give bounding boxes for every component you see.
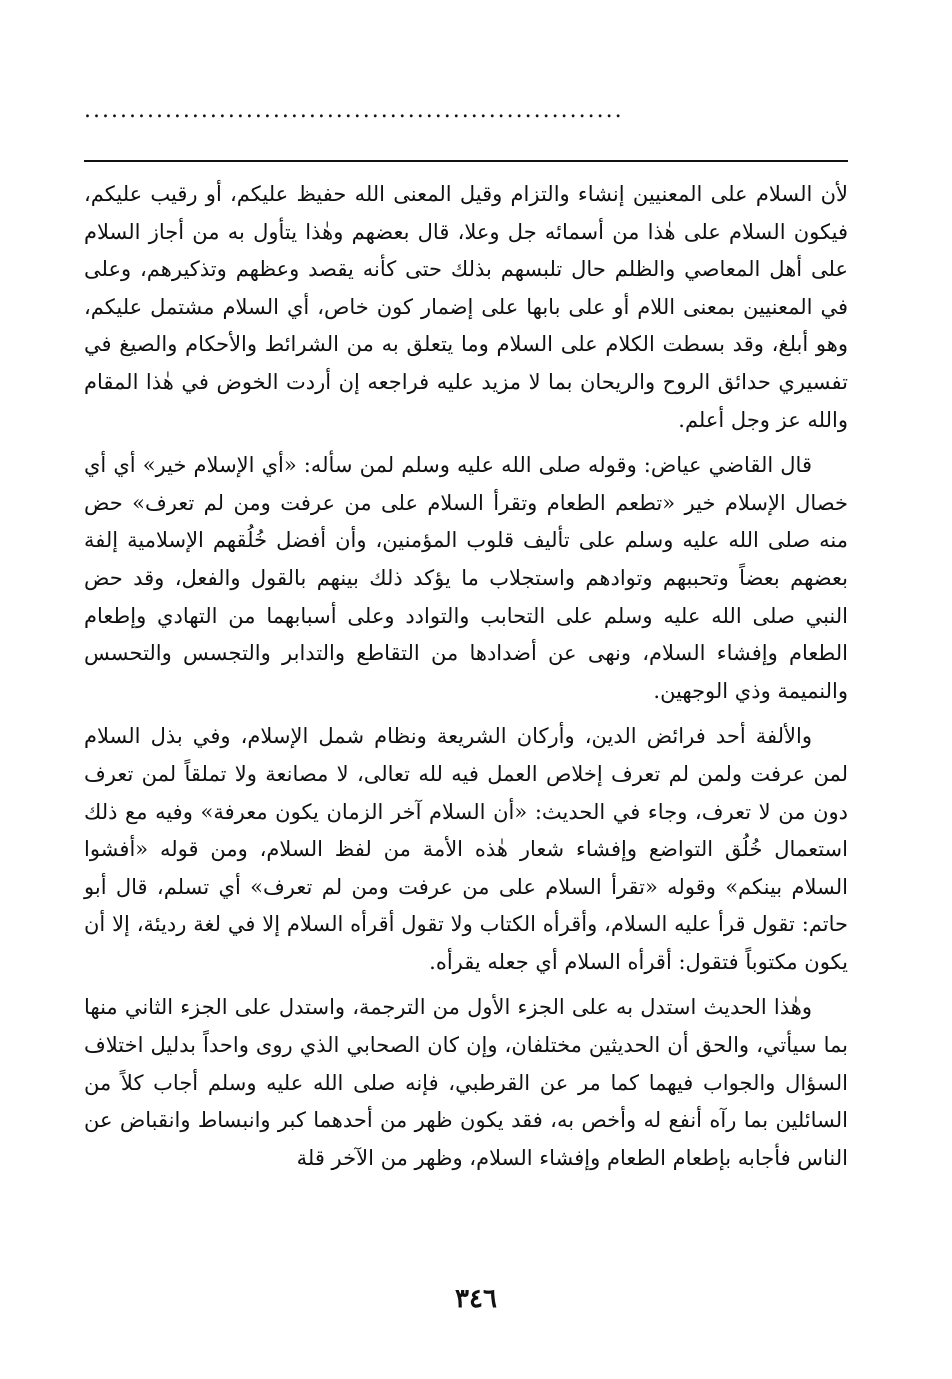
- paragraph-4: وهٰذا الحديث استدل به على الجزء الأول من الترجمة، واستدل على الجزء الثاني منها بما سيأتي، والحق أن الحديثين مختلفان، وإن كان الصحابي الذي روى واحداً بدليل اختلاف السؤال والجواب فيهما كما مر عن القرطبي، فإنه صلى الله عليه وسلم أجاب كلاً من السائلين بما رآه أنفع له وأخص به، فقد يكون ظهر من أحدهما كبر وانبساط وانقباض عن الناس فأجابه بإطعام الطعام وإفشاء السلام، وظهر من الآخر قلة: [84, 995, 848, 1170]
- running-header-dots: ............................................................: [84, 98, 624, 123]
- paragraph-2: قال القاضي عياض: وقوله صلى الله عليه وسلم لمن سأله: «أي الإسلام خير» أي أي خصال الإسلام خير «تطعم الطعام وتقرأ السلام على من عرفت ومن لم تعرف» حض منه صلى الله عليه وسلم على تأليف قلوب المؤمنين، وأن أفضل خُلُقهم الإسلامية إلفة بعضهم بعضاً وتحببهم وتوادهم واستجلاب ما يؤكد ذلك بينهم بالقول والفعل، وقد حض النبي صلى الله عليه وسلم على التحابب والتوادد وعلى أسبابهما من التهادي وإطعام الطعام وإفشاء السلام، ونهى عن أضدادها من التقاطع والتدابر والتجسس والتحسس والنميمة وذي الوجهين.: [84, 453, 848, 703]
- page-number: ٣٤٦: [455, 1284, 497, 1314]
- header-rule: [84, 160, 848, 162]
- paragraph-1: لأن السلام على المعنيين إنشاء والتزام وقيل المعنى الله حفيظ عليكم، أو رقيب عليكم، فيكون السلام على هٰذا من أسمائه جل وعلا، قال بعضهم وهٰذا يتأول به من أجاز السلام على أهل المعاصي والظلم حال تلبسهم بذلك حتى كأنه يقصد وعظهم وتذكيرهم، وعلى في المعنيين بمعنى اللام أو على بابها على إضمار كون خاص، أي السلام مشتمل عليكم، وهو أبلغ، وقد بسطت الكلام على السلام وما يتعلق به من الشرائط والأحكام والصيغ في تفسيري حدائق الروح والريحان بما لا مزيد عليه فراجعه إن أردت الخوض في هٰذا المقام والله عز وجل أعلم.: [84, 182, 848, 432]
- paragraph-3: والألفة أحد فرائض الدين، وأركان الشريعة ونظام شمل الإسلام، وفي بذل السلام لمن عرفت ولمن لم تعرف إخلاص العمل فيه لله تعالى، لا مصانعة ولا تملقاً لمن تعرف دون من لا تعرف، وجاء في الحديث: «أن السلام آخر الزمان يكون معرفة» وفيه مع ذلك استعمال خُلُق التواضع وإفشاء شعار هٰذه الأمة من لفظ السلام، ومن قوله «أفشوا السلام بينكم» وقوله «تقرأ السلام على من عرفت ومن لم تعرف» أي تسلم، قال أبو حاتم: تقول قرأ عليه السلام، وأقرأه الكتاب ولا تقول أقرأه السلام إلا في لغة رديئة، إلا أن يكون مكتوباً فتقول: أقرأه السلام أي جعله يقرأه.: [84, 724, 848, 974]
- main-text: [84, 176, 848, 1177]
